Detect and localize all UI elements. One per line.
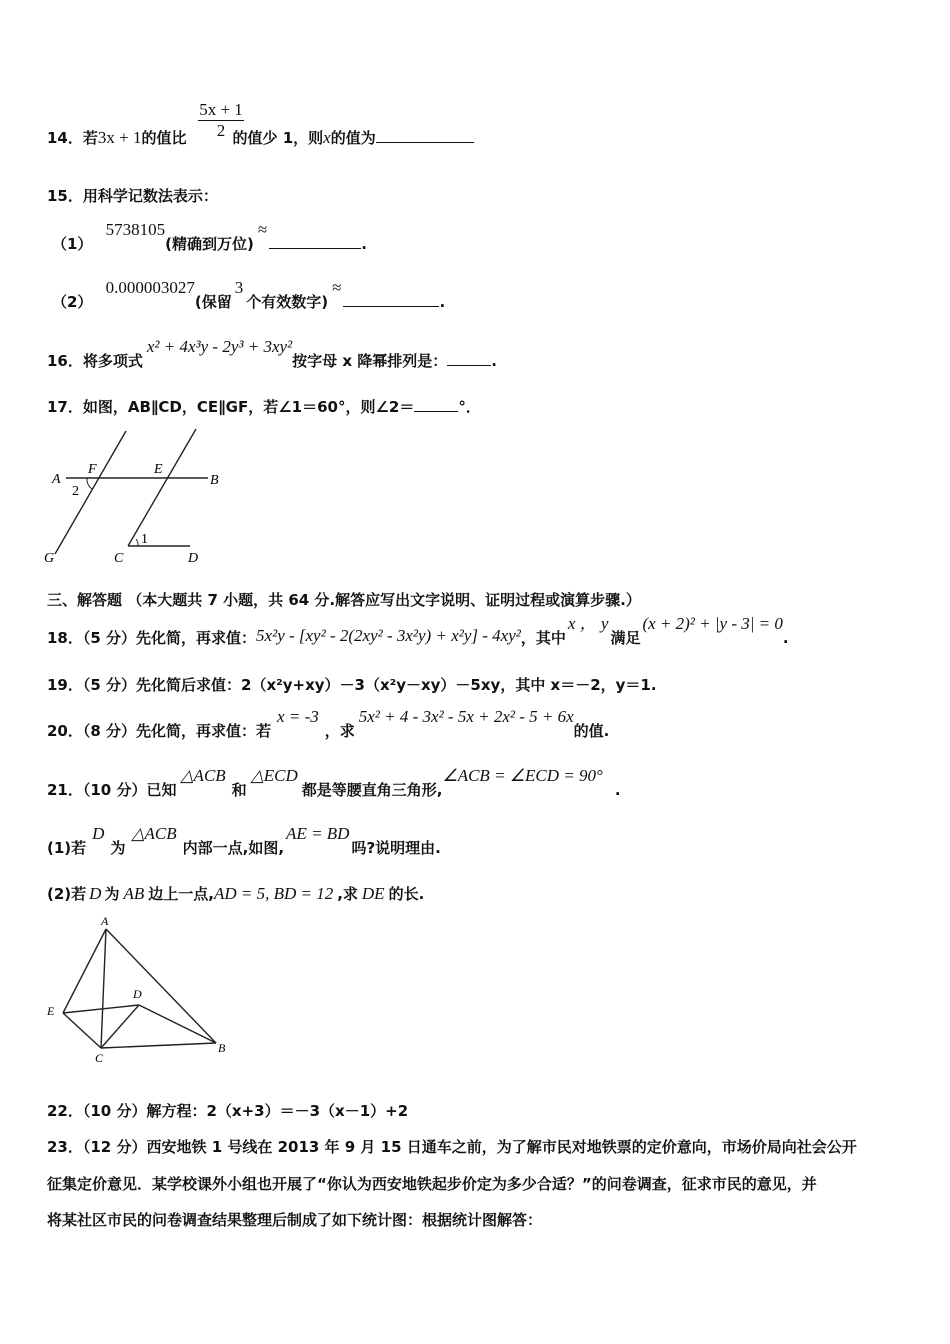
question-17: 17．如图，AB∥CD，CE∥GF，若∠1＝60°，则∠2＝ °． (47, 398, 481, 416)
angle-2-arc (87, 478, 92, 489)
label-1: 1 (141, 532, 148, 547)
label-A: A (101, 914, 109, 928)
question-20: 20．（8 分）先化简，再求值：若x = -3，求5x² + 4 - 3x² - 5x + 2x² - 5 + 6x的值. (47, 707, 610, 740)
segment-EC (63, 1013, 101, 1048)
q20-expression: 5x² + 4 - 3x² - 5x + 2x² - 5 + 6x (358, 707, 574, 726)
segment-CB (101, 1043, 216, 1048)
segment-ED (63, 1005, 139, 1013)
label-F: F (88, 462, 97, 477)
question-21-part-1: (1)若D为△ACB内部一点,如图,AE = BD吗?说明理由. (47, 824, 441, 857)
question-23-line-3: 将某社区市民的问卷调查结果整理后制成了如下统计图：根据统计图解答： (47, 1211, 543, 1229)
question-15-2: （2） 0.000003027(保留3个有效数字)≈. (52, 278, 446, 311)
question-23-line-2: 征集定价意见．某学校课外小组也开展了“你认为西安地铁起步价定为多少合适？”的问卷调查，征求市民的意见，并 (47, 1175, 817, 1193)
answer-blank[interactable] (343, 292, 439, 307)
figure-21-triangles (40, 912, 240, 1067)
q14-expr: 3x + 1 (97, 128, 142, 147)
q16-polynomial: x² + 4x³y - 2y³ + 3xy² (146, 337, 293, 356)
label-B: B (210, 473, 219, 488)
segment-CD (101, 1005, 139, 1048)
label-B: B (218, 1041, 226, 1055)
q14-fraction: $\frac{5x + 1}{2}$ (199, 100, 243, 140)
label-C: C (95, 1051, 104, 1065)
label-D: D (133, 987, 142, 1001)
q18-condition: (x + 2)² + |y - 3| = 0 (642, 614, 783, 633)
figure-17-parallel-lines (40, 428, 240, 568)
question-19: 19．（5 分）先化简后求值：2（x²y+xy）－3（x²y－xy）－5xy，其中 x＝－2，y＝1. (47, 676, 657, 694)
segment-AB (106, 929, 216, 1043)
question-21: 21．（10 分）已知△ACB和△ECD都是等腰直角三角形,∠ACB = ∠ECD = 90°. (47, 766, 621, 799)
label-D: D (188, 551, 199, 566)
section-3-heading: 三、解答题 （本大题共 7 小题，共 64 分.解答应写出文字说明、证明过程或演算步骤.） (47, 591, 641, 609)
question-15-title: 15．用科学记数法表示： (47, 187, 218, 205)
answer-blank[interactable] (376, 128, 474, 143)
q18-expression: 5x²y - [xy² - 2(2xy² - 3x²y) + x²y] - 4xy² (256, 626, 521, 645)
answer-blank[interactable] (447, 351, 491, 366)
q21-angle-condition: ∠ACB = ∠ECD = 90° (442, 766, 603, 785)
label-E: E (154, 462, 163, 477)
line-CE (128, 429, 196, 546)
segment-AC (101, 929, 106, 1048)
question-16: 16．将多项式x² + 4x³y - 2y³ + 3xy²按字母 x 降幂排列是： . (47, 337, 497, 370)
question-21-part-2: (2)若 D 为 AB 边上一点,AD = 5, BD = 12 ,求 DE 的长. (47, 884, 425, 903)
segment-DB (139, 1005, 216, 1043)
label-2: 2 (72, 484, 79, 499)
label-C: C (114, 551, 124, 566)
label-E: E (47, 1004, 55, 1018)
question-23-line-1: 23．（12 分）西安地铁 1 号线在 2013 年 9 月 15 日通车之前，为了解市民对地铁票的定价意向，市场价局向社会公开 (47, 1138, 857, 1156)
line-GF (55, 431, 126, 554)
question-14: 14．若3x + 1的值比 的值少 1，则x的值为 (47, 128, 474, 148)
label-A: A (52, 472, 61, 487)
question-15-1: （1） 5738105(精确到万位)≈. (52, 220, 367, 253)
angle-1-arc (136, 539, 138, 546)
answer-blank[interactable] (269, 234, 361, 249)
question-18: 18．（5 分）先化简，再求值：5x²y - [xy² - 2(2xy² - 3x²y) + x²y] - 4xy²，其中x ， y满足(x + 2)² + |y - 3| = 0. (47, 614, 789, 647)
label-G: G (44, 551, 55, 566)
question-22: 22．（10 分）解方程：2（x+3）＝－3（x－1）+2 (47, 1102, 409, 1120)
segment-AE (63, 929, 106, 1013)
answer-blank[interactable] (414, 397, 458, 412)
